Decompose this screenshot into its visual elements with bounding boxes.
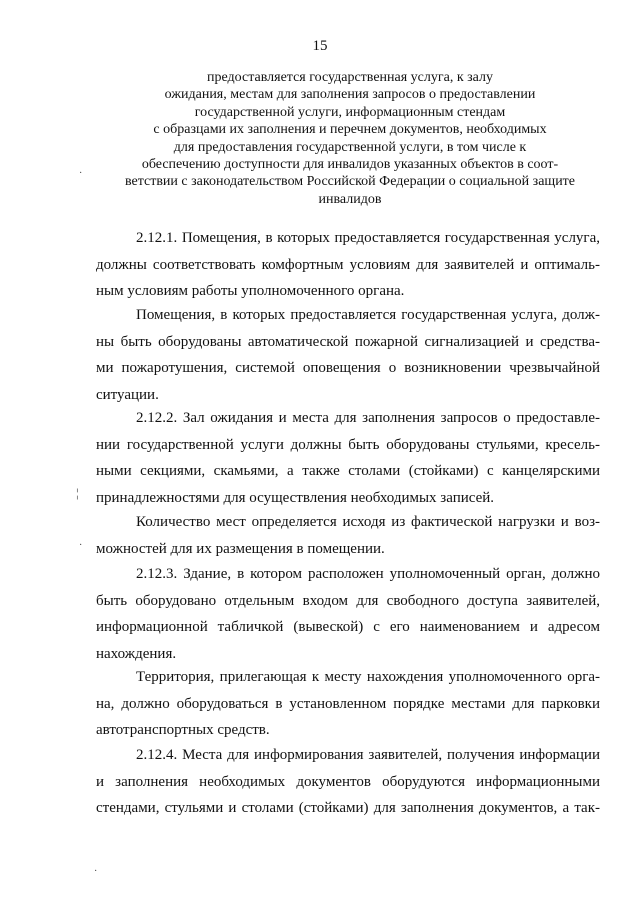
scan-speck: ·	[79, 168, 83, 179]
text-line: ми пожаротушения, системой оповещения о возникновении чрезвычайной	[96, 360, 600, 376]
scan-speck: ¦	[76, 485, 79, 500]
text-line: 2.12.2. Зал ожидания и места для заполнения запросов о предоставле-	[136, 410, 600, 426]
text-line: 2.12.4. Места для информирования заявителей, получения информации	[136, 747, 600, 763]
paragraph-fire-safety	[96, 302, 600, 408]
text-line: можностей для их размещения в помещении.	[96, 540, 385, 557]
text-line: ными секциями, скамьями, а также столами (стойками) с канцелярскими	[96, 463, 600, 479]
text-line: принадлежностями для осуществления необходимых записей.	[96, 489, 495, 506]
text-line: ситуации.	[96, 386, 159, 403]
heading-line: с образцами их заполнения и перечнем документов, необходимых	[153, 122, 547, 138]
page-number: 15	[312, 38, 328, 54]
heading-line: для предоставления государственной услуги, в том числе к	[173, 139, 527, 155]
scan-speck: ·	[94, 866, 98, 877]
heading-line: ветствии с законодательством Российской Федерации о социальной защите	[124, 174, 576, 190]
paragraph-2-12-2	[96, 405, 600, 511]
paragraph-2-12-3	[96, 561, 600, 667]
text-line: Территория, прилегающая к месту нахождения уполномоченного орга-	[136, 669, 600, 685]
text-line: и заполнения необходимых документов оборудуются информационными	[96, 773, 600, 790]
text-line: стендами, стульями и столами (стойками) для заполнения документов, а так-	[96, 800, 600, 816]
paragraph-parking	[96, 664, 600, 744]
paragraph-seat-count	[96, 509, 600, 562]
scan-speck: ·	[79, 540, 83, 551]
text-line: ны быть оборудованы автоматической пожарной сигнализацией и средства-	[96, 333, 600, 350]
heading-line: инвалидов	[318, 191, 382, 207]
text-line: должны соответствовать комфортным условиям для заявителей и оптималь-	[96, 256, 600, 273]
text-line: автотранспортных средств.	[96, 722, 270, 738]
paragraph-2-12-1	[96, 225, 600, 305]
text-line: информационной табличкой (вывеской) с его наименованием и адресом	[96, 619, 600, 635]
section-heading	[120, 69, 580, 208]
text-line: на, должно оборудоваться в установленном порядке местами для парковки	[96, 695, 600, 712]
paragraph-2-12-4	[96, 742, 600, 822]
text-line: 2.12.3. Здание, в котором расположен уполномоченный орган, должно	[136, 566, 600, 582]
text-line: Количество мест определяется исходя из фактической нагрузки и воз-	[136, 514, 600, 530]
heading-line: обеспечению доступности для инвалидов указанных объектов в соот-	[141, 157, 559, 173]
heading-line: ожидания, местам для заполнения запросов о предоставлении	[164, 87, 536, 103]
text-line: нахождения.	[96, 645, 177, 662]
text-line: ным условиям работы уполномоченного органа.	[96, 283, 405, 299]
text-line: нии государственной услуги должны быть оборудованы стульями, кресель-	[96, 436, 600, 453]
text-line: быть оборудовано отдельным входом для свободного доступа заявителей,	[96, 592, 600, 609]
text-line: 2.12.1. Помещения, в которых предоставляется государственная услуга,	[136, 230, 600, 246]
heading-line: государственной услуги, информационным стендам	[194, 104, 506, 120]
text-line: Помещения, в которых предоставляется государственная услуга, долж-	[136, 307, 600, 323]
heading-line: предоставляется государственная услуга, к залу	[207, 70, 493, 85]
